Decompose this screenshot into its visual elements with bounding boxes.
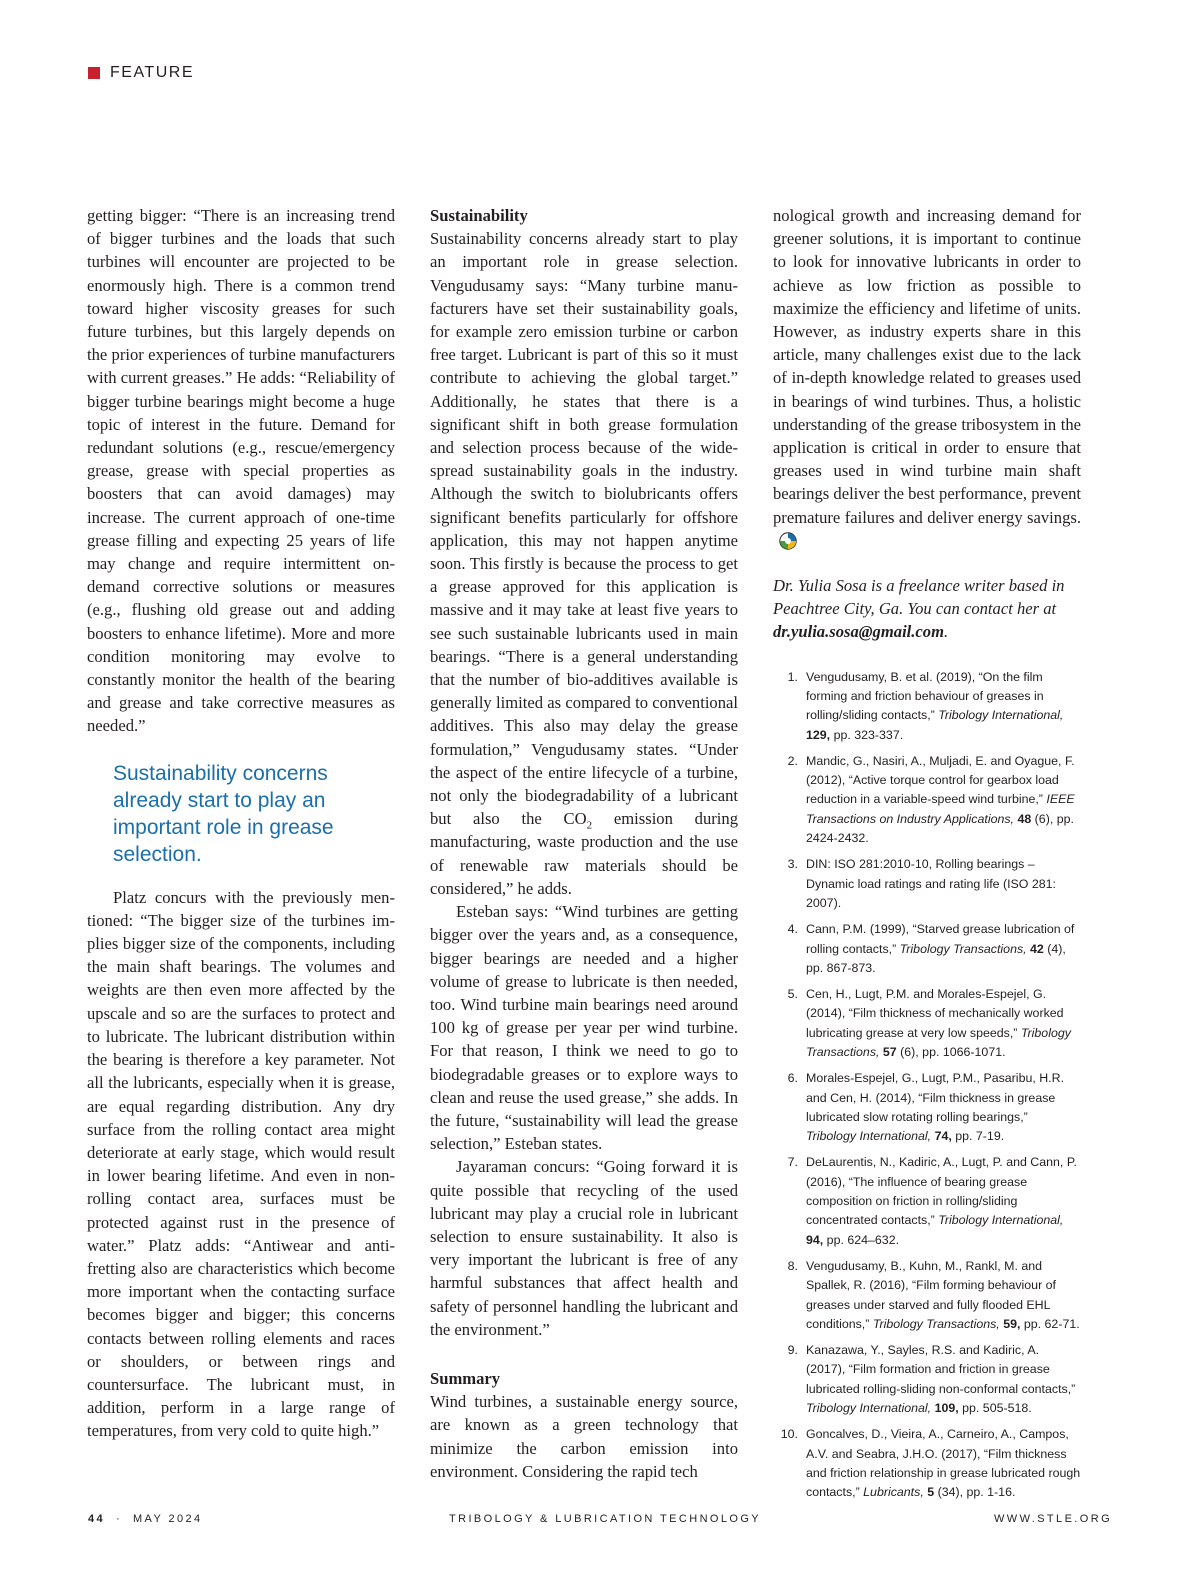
reference-text: DeLaurentis, N., Kadiric, A., Lugt, P. and Cann, P. (2016), “The influence of bearing grease composition on friction in rolling/sliding concentrated contacts,” Tribology International, 94, pp. 624–632. <box>806 1155 1077 1247</box>
body-paragraph: Wind turbines, a sustainable energy source, are known as a green technology that minimize the carbon emission into environment. Considering the rapid tech <box>430 1392 738 1481</box>
reference-item <box>773 1069 1081 1146</box>
reference-item <box>773 668 1081 745</box>
body-paragraph: Sustainability concerns already start to play an important role in grease selection. Vengudusamy says: “Many turbine manufacturers have set their sustainability goals, for example zero emission turbine or carbon free target. Lubricant is part of this so it must contribute to achieving the global target.” Additionally, he states that there is a significant shift in both grease formulation and selection process because of the widespread sustainability goals in the industry. Although the switch to biolubricants offers significant benefits particularly for offshore application, this may not happen anytime soon. This firstly is because the process to get a grease approved for this application is massive and it may take at least five years to see such sustainable lubricants used in main bearings. “There is a general understanding that the number of bio-additives available is generally limited as compared to conventional additives. This also may delay the grease formulation,” Vengudusamy states. “Under the aspect of the entire lifecycle of a turbine, not only the biodegradability of a lubricant but also the $CO_2$ emission during manufacturing, waste production and the use of renewable raw materials should be considered,” he adds. <box>430 229 739 898</box>
reference-text: Mandic, G., Nasiri, A., Muljadi, E. and Oyague, F. (2012), “Active torque control for gearbox load reduction in a variable-speed wind turbine,” IEEE Transactions on Industry Applications, 48 (6), pp. 2424-2432. <box>806 753 1075 846</box>
reference-text: DIN: ISO 281:2010-10, Rolling bearings – Dynamic load ratings and rating life (ISO 281: 2007). <box>806 857 1057 910</box>
subheading-summary: Summary <box>430 1368 501 1388</box>
reference-text: Vengudusamy, B. et al. (2019), “On the film forming and friction behaviour of greases in rolling/sliding contacts,” Tribology International, 129, pp. 323-337. <box>806 669 1064 742</box>
column-3 <box>773 204 1081 1510</box>
reference-item <box>773 1153 1081 1249</box>
reference-text: Vengudusamy, B., Kuhn, M., Rankl, M. and Spallek, R. (2016), “Film forming behaviour of greases under starved and fully flooded EHL conditions,” Tribology Transactions, 59, pp. 62-71. <box>806 1258 1080 1331</box>
reference-item <box>773 1425 1081 1502</box>
stle-end-mark-icon <box>779 532 797 556</box>
body-paragraph: Platz concurs with the previously mentioned: “The bigger size of the turbines implies bigger size of the components, including the main shaft bearings. The volumes and weights are then even more affected by the upscale and so are the surfaces to protect and to lubricate. The lubricant distribution within the bearing is therefore a key parameter. Not all the lubricants, especially when it is grease, are equal regarding distribution. Any dry surface from the rolling contact area might deteriorate at early stage, which would result in lower bearing lifetime. And even in non-rolling contact area, surfaces must be protected against rust in the presence of water.” Platz adds: “Antiwear and anti-fretting also are characteristics which become more important when the contacting surface becomes bigger and bigger; this concerns contacts between rolling elements and races or shoulders, or between rings and countersurface. The lubricant must, in addition, perform in a large range of temperatures, from very cold to quite high.” <box>87 887 395 1441</box>
reference-text: Kanazawa, Y., Sayles, R.S. and Kadiric, A. (2017), “Film formation and friction in grease lubricated rolling-sliding non-conformal contacts,” Tribology International, 109, pp. 505-518. <box>806 1343 1076 1416</box>
reference-number: 4. <box>787 922 798 937</box>
reference-number: 1. <box>787 669 798 684</box>
reference-item <box>773 855 1081 913</box>
page-number: 44 <box>88 1513 106 1525</box>
reference-text: Cen, H., Lugt, P.M. and Morales-Espejel, G. (2014), “Film thickness of mechanically worked lubricating grease at very low speeds,” Tribology Transactions, 57 (6), pp. 1066-1071. <box>806 987 1071 1059</box>
section-label <box>88 64 194 82</box>
reference-number: 8. <box>787 1258 798 1273</box>
footer-page-date: 44 · MAY 2024 <box>88 1513 203 1525</box>
reference-number: 10. <box>780 1427 798 1442</box>
reference-number: 3. <box>787 857 798 872</box>
pull-quote: Sustainability concerns already start to play an important role in grease selection. <box>113 761 334 866</box>
body-paragraph: getting bigger: “There is an increasing trend of bigger turbines and the loads that such turbines will encounter are projected to be enormously high. There is a common trend toward higher viscosity greases for such future turbines, but this largely depends on the prior experiences of turbine manufacturers with current greases.” He adds: “Reliability of bigger turbine bearings might become a huge topic of interest in the future. Demand for redundant solutions (e.g., rescue/emergency grease, grease with special properties as boosters that can avoid damages) may increase. The current approach of one-time grease filling and expecting 25 years of life may change and require intermittent on-demand corrective solutions or measures (e.g., flushing old grease out and adding boosters to enhance lifetime). More and more condition monitoring may evolve to constantly monitor the health of the bearing and grease and take corrective measures as needed.” <box>87 206 395 736</box>
column-2 <box>430 204 738 1483</box>
body-paragraph: nological growth and increasing demand for greener solutions, it is important to continue to look for innovative lubricants in order to achieve as low friction as possible to maximize the efficiency and lifetime of units. However, as industry experts share in this article, many challenges exist due to the lack of in-depth knowledge related to greases used in bearings of wind turbines. Thus, a holistic understanding of the grease tribosystem in the application is critical in order to ensure that greases used in wind turbine main shaft bearings deliver the best performance, prevent premature failures and deliver energy savings. <box>773 204 1081 556</box>
reference-item <box>773 1341 1081 1418</box>
publication-name: TRIBOLOGY & LUBRICATION TECHNOLOGY <box>449 1513 762 1525</box>
reference-item <box>773 1257 1081 1334</box>
body-paragraph: Esteban says: “Wind turbines are getting bigger over the years and, as a consequence, bigger bearings are needed and a higher volume of grease to lubricate is then needed, too. Wind turbine main bearings need around 100 kg of grease per year per wind turbine. For that reason, I think we need to go to biodegradable greases or to explore ways to clean and reuse the used grease,” she adds. In the future, “sustainability will lead the grease selection,” Esteban states. <box>430 902 738 1154</box>
reference-number: 9. <box>787 1343 798 1358</box>
subheading-sustainability: Sustainability <box>430 206 528 225</box>
reference-text: Goncalves, D., Vieira, A., Carneiro, A., Campos, A.V. and Seabra, J.H.O. (2017), “Film thickness and friction relationship in grease lubricated rough contacts,” Lubricants, 5 (34), pp. 1-16. <box>806 1427 1081 1500</box>
reference-text: Morales-Espejel, G., Lugt, P.M., Pasaribu, H.R. and Cen, H. (2014), “Film thickness in grease lubricated slow rotating rolling bearings,” Tribology International, 74, pp. 7-19. <box>806 1071 1065 1144</box>
section-marker <box>88 67 100 79</box>
reference-item <box>773 920 1081 978</box>
website-link[interactable]: WWW.STLE.ORG <box>994 1513 1113 1525</box>
column-1 <box>87 204 395 1443</box>
body-paragraph: Jayaraman concurs: “Going forward it is quite possible that recycling of the used lubricant may play a crucial role in lubricant selection to ensure sustainability. It also is very important the lubricant is free of any harmful substances that affect health and safety of personnel handling the lubricant and the environment.” <box>430 1157 738 1339</box>
reference-number: 2. <box>787 753 798 768</box>
reference-item <box>773 752 1081 848</box>
reference-text: Cann, P.M. (1999), “Starved grease lubrication of rolling contacts,” Tribology Transactions, 42 (4), pp. 867-873. <box>806 922 1075 975</box>
references-list <box>773 668 1081 1503</box>
author-bio: Dr. Yulia Sosa is a freelance writer based in Peachtree City, Ga. You can contact her at dr.yulia.sosa@gmail.com. <box>773 576 1065 642</box>
section-title: FEATURE <box>110 64 194 81</box>
reference-number: 7. <box>787 1155 798 1170</box>
author-email-link[interactable]: dr.yulia.sosa@gmail.com <box>773 622 945 642</box>
reference-number: 6. <box>787 1071 798 1086</box>
reference-item <box>773 985 1081 1062</box>
issue-date: MAY 2024 <box>132 1513 203 1525</box>
reference-number: 5. <box>787 987 798 1002</box>
